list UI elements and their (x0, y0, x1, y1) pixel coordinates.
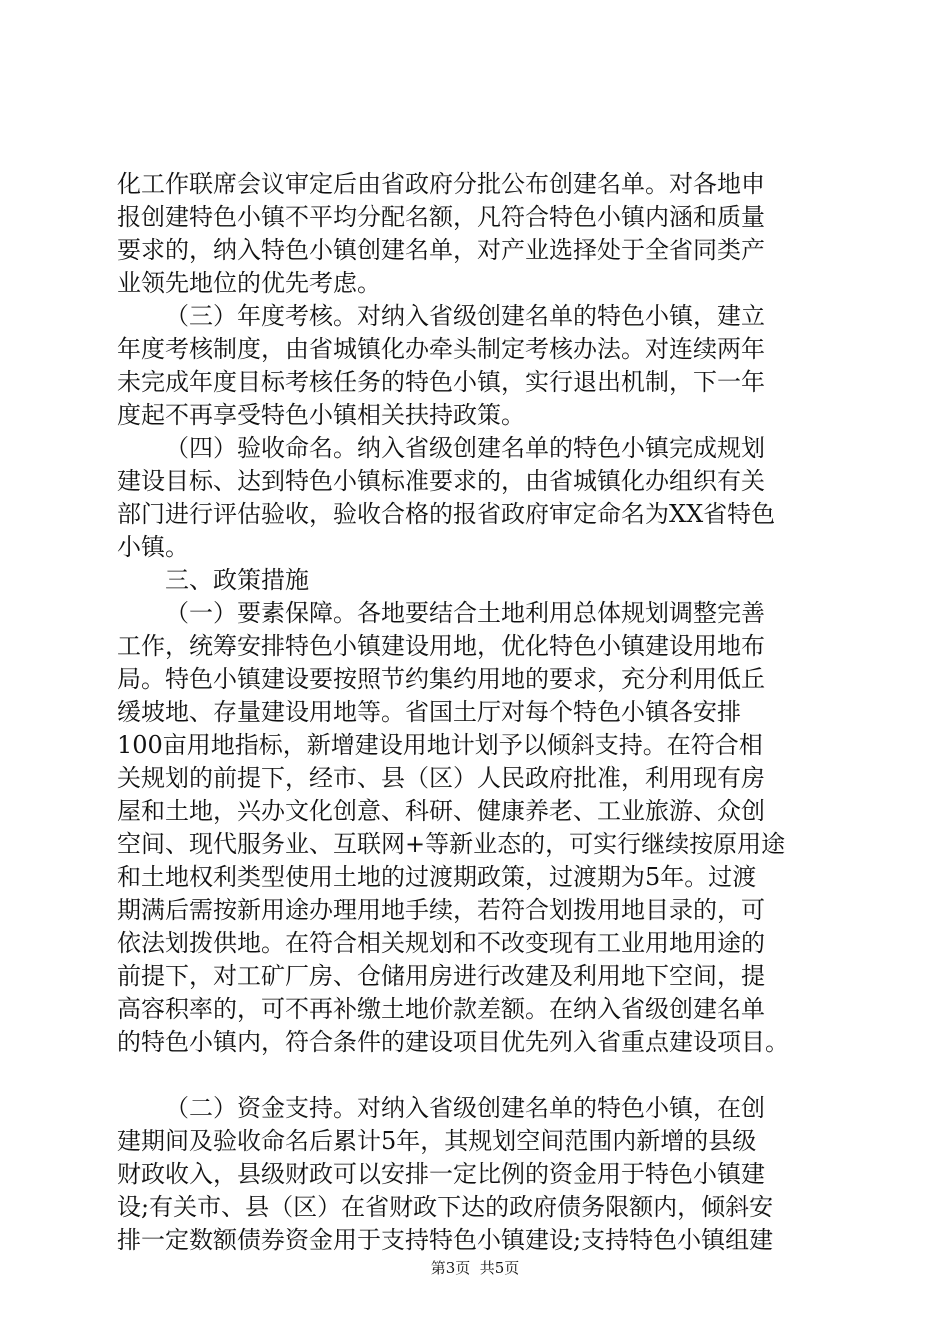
text-line: 的特色小镇内，符合条件的建设项目优先列入省重点建设项目。 (117, 1028, 789, 1056)
text-line: 建期间及验收命名后累计5年，其规划空间范围内新增的县级 (117, 1127, 757, 1155)
paragraph-gap (117, 1059, 837, 1092)
text-line: （三）年度考核。对纳入省级创建名单的特色小镇，建立 (165, 302, 765, 330)
text-line: 高容积率的，可不再补缴土地价款差额。在纳入省级创建名单 (117, 995, 765, 1023)
text-line: 报创建特色小镇不平均分配名额，凡符合特色小镇内涵和质量 (117, 203, 765, 231)
text-line: 期满后需按新用途办理用地手续，若符合划拨用地目录的，可 (117, 896, 765, 924)
text-line: 年度考核制度，由省城镇化办牵头制定考核办法。对连续两年 (117, 335, 765, 363)
text-line: 排一定数额债券资金用于支持特色小镇建设;支持特色小镇组建 (117, 1226, 774, 1254)
text-line: 业领先地位的优先考虑。 (117, 269, 381, 297)
text-line: 关规划的前提下，经市、县（区）人民政府批准，利用现有房 (117, 764, 765, 792)
text-line: 局。特色小镇建设要按照节约集约用地的要求，充分利用低丘 (117, 665, 765, 693)
text-line: 缓坡地、存量建设用地等。省国土厅对每个特色小镇各安排 (117, 698, 741, 726)
text-line: 建设目标、达到特色小镇标准要求的，由省城镇化办组织有关 (117, 467, 765, 495)
document-body (117, 168, 837, 1257)
text-line: 前提下，对工矿厂房、仓储用房进行改建及利用地下空间，提 (117, 962, 765, 990)
text-line: 要求的，纳入特色小镇创建名单，对产业选择处于全省同类产 (117, 236, 765, 264)
text-line: （二）资金支持。对纳入省级创建名单的特色小镇，在创 (165, 1094, 765, 1122)
text-line: 未完成年度目标考核任务的特色小镇，实行退出机制，下一年 (117, 368, 765, 396)
text-line: 和土地权利类型使用土地的过渡期政策，过渡期为5年。过渡 (117, 863, 757, 891)
page-footer: 第3页 共5页 (430, 1259, 520, 1277)
text-line: 三、政策措施 (165, 566, 309, 594)
text-line: 部门进行评估验收，验收合格的报省政府审定命名为XX省特色 (117, 500, 776, 528)
text-line: 空间、现代服务业、互联网+等新业态的，可实行继续按原用途 (117, 830, 786, 858)
text-line: 财政收入，县级财政可以安排一定比例的资金用于特色小镇建 (117, 1160, 765, 1188)
text-line: 工作，统筹安排特色小镇建设用地，优化特色小镇建设用地布 (117, 632, 765, 660)
text-line: （一）要素保障。各地要结合土地利用总体规划调整完善 (165, 599, 765, 627)
text-line: （四）验收命名。纳入省级创建名单的特色小镇完成规划 (165, 434, 765, 462)
text-line: 小镇。 (117, 533, 189, 561)
text-line: 100亩用地指标，新增建设用地计划予以倾斜支持。在符合相 (117, 731, 763, 759)
text-line: 化工作联席会议审定后由省政府分批公布创建名单。对各地申 (117, 170, 765, 198)
text-line: 依法划拨供地。在符合相关规划和不改变现有工业用地用途的 (117, 929, 765, 957)
text-line: 屋和土地，兴办文化创意、科研、健康养老、工业旅游、众创 (117, 797, 765, 825)
text-line: 设;有关市、县（区）在省财政下达的政府债务限额内，倾斜安 (117, 1193, 774, 1221)
text-line: 度起不再享受特色小镇相关扶持政策。 (117, 401, 525, 429)
